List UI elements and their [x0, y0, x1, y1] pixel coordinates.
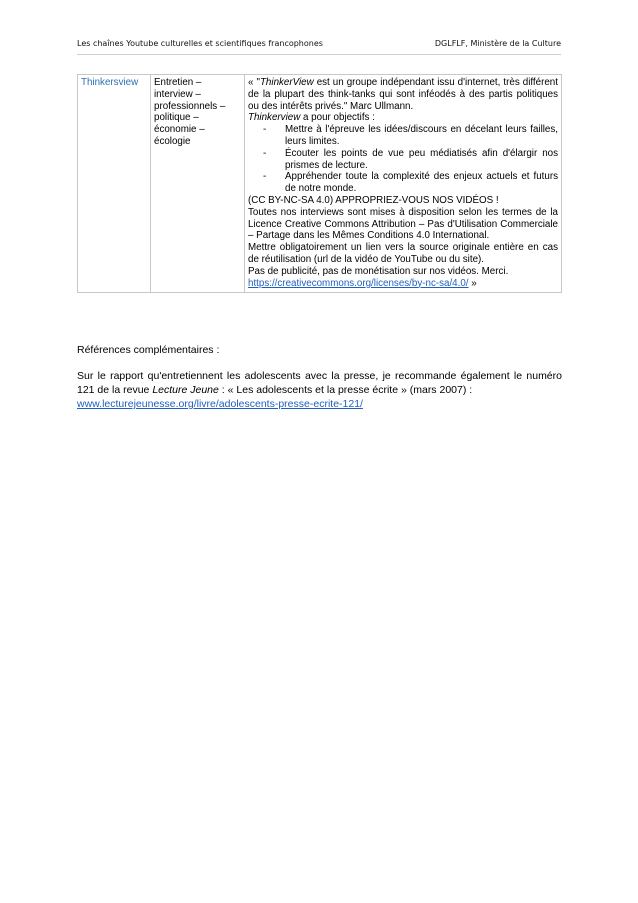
license-heading: (CC BY-NC-SA 4.0) APPROPRIEZ-VOUS NOS VIDÉOS !	[248, 194, 499, 206]
references-title: Références complémentaires :	[77, 344, 220, 356]
channel-name-cell	[78, 75, 151, 293]
bullet-dash: -	[263, 124, 267, 136]
no-ads-statement: Pas de publicité, pas de monétisation sur nos vidéos. Merci.	[248, 265, 509, 277]
license-text: Toutes nos interviews sont mises à disposition selon les termes de la Licence Creative Commons Attribution – Pas d'Utilisation Commerciale – Partage dans les Mêmes Conditions 4.0 International.	[248, 206, 558, 242]
bullet-text: Écouter les points de vue peu médiatisés afin d'élargir nos prismes de lecture.	[285, 147, 558, 171]
objectives-italic-name: Thinkerview	[248, 112, 301, 124]
channel-categories: Entretien – interview – professionnels – politique – économie – écologie	[154, 77, 226, 147]
link-requirement: Mettre obligatoirement un lien vers la source originale entière en cas de réutilisation (url de la vidéo de YouTube ou du site).	[248, 242, 558, 265]
channel-table	[77, 74, 562, 293]
channel-description-cell	[245, 75, 562, 293]
list-item	[248, 171, 558, 195]
bullet-text: Appréhender toute la complexité des enjeux actuels et futurs de notre monde.	[285, 171, 558, 195]
license-link-paragraph	[248, 278, 558, 290]
header-document-title: Les chaînes Youtube culturelles et scientifiques francophones	[77, 39, 323, 48]
references-paragraph	[77, 369, 562, 411]
header-organization: DGLFLF, Ministère de la Culture	[434, 39, 561, 48]
channel-categories-cell	[151, 75, 245, 293]
references-url-link[interactable]: www.lecturejeunesse.org/livre/adolescents-presse-ecrite-121/	[77, 398, 363, 410]
objectives-text: a pour objectifs :	[300, 112, 375, 124]
quote-open: « "	[248, 77, 260, 88]
license-url-link[interactable]: https://creativecommons.org/licenses/by-nc-sa/4.0/	[248, 277, 469, 289]
quote-close: »	[468, 277, 477, 289]
quote-paragraph	[248, 77, 558, 112]
quote-italic-name: ThinkerView	[259, 77, 314, 88]
channel-name-link[interactable]: Thinkersview	[81, 77, 139, 88]
list-item	[248, 148, 558, 172]
objectives-list	[248, 124, 558, 195]
quote-text: est un groupe indépendant issu d'internet, très différent de la plupart des think-tanks qui sont inféodés à des partis politiques ou des intérêts privés." Marc Ullmann.	[248, 77, 558, 112]
bullet-dash: -	[263, 147, 267, 159]
list-item	[248, 124, 558, 148]
references-text-after: : « Les adolescents et la presse écrite » (mars 2007) :	[218, 384, 473, 396]
header-divider	[77, 54, 561, 55]
references-text-before: Sur le rapport qu'entretiennent les adolescents avec la presse, je recommande également le numéro 121 de la revue	[77, 370, 562, 396]
objectives-intro	[248, 112, 558, 124]
references-intro	[77, 370, 562, 396]
bullet-dash: -	[263, 171, 267, 183]
table-row	[78, 75, 562, 293]
journal-title: Lecture Jeune	[152, 384, 219, 396]
bullet-text: Mettre à l'épreuve les idées/discours en décelant leurs failles, leurs limites.	[285, 124, 558, 147]
